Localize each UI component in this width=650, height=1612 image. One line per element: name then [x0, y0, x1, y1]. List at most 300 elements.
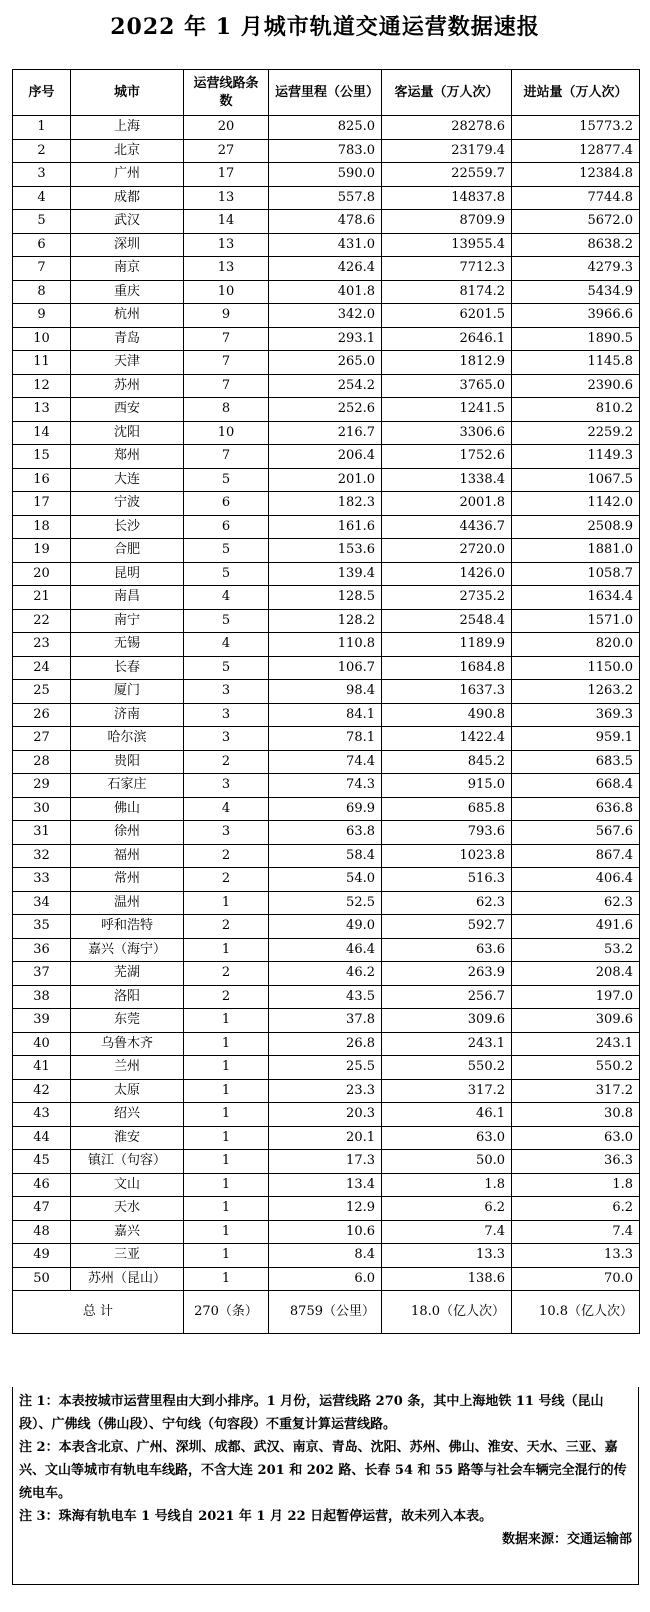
cell-entries: 2390.6 — [512, 374, 640, 398]
cell-rank: 32 — [13, 844, 71, 868]
table-row — [13, 233, 640, 257]
cell-rank: 4 — [13, 186, 71, 210]
cell-lines: 13 — [184, 233, 269, 257]
cell-city: 重庆 — [71, 280, 184, 304]
cell-mileage: 52.5 — [269, 891, 382, 915]
cell-rank: 37 — [13, 962, 71, 986]
cell-ridership: 13.3 — [382, 1244, 512, 1268]
cell-city: 天水 — [71, 1197, 184, 1221]
cell-mileage: 825.0 — [269, 116, 382, 140]
cell-city: 武汉 — [71, 210, 184, 234]
cell-lines: 13 — [184, 257, 269, 281]
cell-city: 乌鲁木齐 — [71, 1032, 184, 1056]
cell-mileage: 43.5 — [269, 985, 382, 1009]
cell-rank: 19 — [13, 539, 71, 563]
cell-entries: 1058.7 — [512, 562, 640, 586]
cell-entries: 2259.2 — [512, 421, 640, 445]
cell-entries: 867.4 — [512, 844, 640, 868]
cell-mileage: 10.6 — [269, 1220, 382, 1244]
cell-rank: 46 — [13, 1173, 71, 1197]
note-1: 注 1：本表按城市运营里程由大到小排序。1 月份，运营线路 270 条，其中上海地铁 11 号线（昆山段）、广佛线（佛山段）、宁句线（句容段）不重复计算运营线路。 — [19, 1394, 604, 1432]
cell-city: 石家庄 — [71, 774, 184, 798]
table-row — [13, 868, 640, 892]
table-row — [13, 609, 640, 633]
table-row — [13, 1150, 640, 1174]
cell-rank: 22 — [13, 609, 71, 633]
cell-city: 绍兴 — [71, 1103, 184, 1127]
table-row — [13, 727, 640, 751]
cell-city: 嘉兴 — [71, 1220, 184, 1244]
cell-mileage: 182.3 — [269, 492, 382, 516]
cell-lines: 13 — [184, 186, 269, 210]
page-title: 2022 年 1 月城市轨道交通运营数据速报 — [110, 14, 540, 40]
cell-ridership: 915.0 — [382, 774, 512, 798]
cell-mileage: 265.0 — [269, 351, 382, 375]
cell-lines: 1 — [184, 938, 269, 962]
cell-entries: 30.8 — [512, 1103, 640, 1127]
cell-ridership: 550.2 — [382, 1056, 512, 1080]
cell-lines: 1 — [184, 1079, 269, 1103]
cell-rank: 5 — [13, 210, 71, 234]
table-header-row — [13, 70, 640, 116]
cell-city: 常州 — [71, 868, 184, 892]
cell-lines: 10 — [184, 421, 269, 445]
table-row — [13, 163, 640, 187]
cell-ridership: 22559.7 — [382, 163, 512, 187]
note-3: 注 3：珠海有轨电车 1 号线自 2021 年 1 月 22 日起暂停运营，故未列入本表。 — [19, 1509, 493, 1524]
table-row — [13, 116, 640, 140]
total-lines: 270（条） — [184, 1291, 269, 1334]
cell-mileage: 46.2 — [269, 962, 382, 986]
cell-entries: 1142.0 — [512, 492, 640, 516]
cell-mileage: 478.6 — [269, 210, 382, 234]
total-mileage: 8759（公里） — [269, 1291, 382, 1334]
cell-mileage: 106.7 — [269, 656, 382, 680]
cell-city: 长春 — [71, 656, 184, 680]
cell-mileage: 58.4 — [269, 844, 382, 868]
cell-ridership: 1812.9 — [382, 351, 512, 375]
cell-rank: 27 — [13, 727, 71, 751]
cell-rank: 42 — [13, 1079, 71, 1103]
cell-mileage: 84.1 — [269, 703, 382, 727]
cell-entries: 810.2 — [512, 398, 640, 422]
cell-city: 天津 — [71, 351, 184, 375]
cell-entries: 309.6 — [512, 1009, 640, 1033]
cell-rank: 26 — [13, 703, 71, 727]
cell-rank: 14 — [13, 421, 71, 445]
cell-lines: 4 — [184, 586, 269, 610]
total-ridership: 18.0（亿人次） — [382, 1291, 512, 1334]
table-row — [13, 633, 640, 657]
table-row — [13, 1267, 640, 1291]
cell-entries: 53.2 — [512, 938, 640, 962]
cell-mileage: 110.8 — [269, 633, 382, 657]
cell-entries: 668.4 — [512, 774, 640, 798]
cell-rank: 20 — [13, 562, 71, 586]
cell-city: 杭州 — [71, 304, 184, 328]
cell-entries: 636.8 — [512, 797, 640, 821]
cell-entries: 5672.0 — [512, 210, 640, 234]
cell-rank: 12 — [13, 374, 71, 398]
cell-ridership: 63.0 — [382, 1126, 512, 1150]
cell-mileage: 46.4 — [269, 938, 382, 962]
table-row — [13, 586, 640, 610]
cell-entries: 12384.8 — [512, 163, 640, 187]
cell-mileage: 783.0 — [269, 139, 382, 163]
cell-mileage: 590.0 — [269, 163, 382, 187]
cell-lines: 3 — [184, 703, 269, 727]
cell-mileage: 216.7 — [269, 421, 382, 445]
total-entries: 10.8（亿人次） — [512, 1291, 640, 1334]
cell-mileage: 17.3 — [269, 1150, 382, 1174]
table-row — [13, 398, 640, 422]
table-row — [13, 1197, 640, 1221]
cell-mileage: 8.4 — [269, 1244, 382, 1268]
cell-ridership: 13955.4 — [382, 233, 512, 257]
table-row — [13, 421, 640, 445]
cell-ridership: 3306.6 — [382, 421, 512, 445]
cell-mileage: 201.0 — [269, 468, 382, 492]
cell-lines: 1 — [184, 1032, 269, 1056]
cell-entries: 317.2 — [512, 1079, 640, 1103]
cell-entries: 959.1 — [512, 727, 640, 751]
cell-rank: 50 — [13, 1267, 71, 1291]
cell-mileage: 69.9 — [269, 797, 382, 821]
cell-entries: 7744.8 — [512, 186, 640, 210]
cell-lines: 1 — [184, 1267, 269, 1291]
total-label: 总 计 — [13, 1291, 184, 1334]
cell-lines: 7 — [184, 445, 269, 469]
cell-city: 佛山 — [71, 797, 184, 821]
cell-entries: 1571.0 — [512, 609, 640, 633]
cell-city: 呼和浩特 — [71, 915, 184, 939]
header-city: 城市 — [71, 70, 184, 116]
cell-mileage: 54.0 — [269, 868, 382, 892]
cell-lines: 1 — [184, 1197, 269, 1221]
cell-mileage: 128.5 — [269, 586, 382, 610]
cell-entries: 1634.4 — [512, 586, 640, 610]
cell-entries: 567.6 — [512, 821, 640, 845]
cell-city: 镇江（句容） — [71, 1150, 184, 1174]
cell-entries: 7.4 — [512, 1220, 640, 1244]
ridership-table — [12, 69, 640, 1334]
cell-rank: 36 — [13, 938, 71, 962]
cell-ridership: 793.6 — [382, 821, 512, 845]
cell-rank: 49 — [13, 1244, 71, 1268]
cell-ridership: 8174.2 — [382, 280, 512, 304]
cell-ridership: 14837.8 — [382, 186, 512, 210]
cell-entries: 820.0 — [512, 633, 640, 657]
cell-rank: 31 — [13, 821, 71, 845]
cell-ridership: 28278.6 — [382, 116, 512, 140]
cell-rank: 2 — [13, 139, 71, 163]
cell-city: 济南 — [71, 703, 184, 727]
cell-city: 厦门 — [71, 680, 184, 704]
cell-ridership: 1.8 — [382, 1173, 512, 1197]
cell-ridership: 50.0 — [382, 1150, 512, 1174]
cell-rank: 17 — [13, 492, 71, 516]
table-row — [13, 774, 640, 798]
cell-city: 洛阳 — [71, 985, 184, 1009]
cell-rank: 7 — [13, 257, 71, 281]
cell-entries: 683.5 — [512, 750, 640, 774]
cell-rank: 13 — [13, 398, 71, 422]
cell-rank: 40 — [13, 1032, 71, 1056]
cell-ridership: 1189.9 — [382, 633, 512, 657]
cell-ridership: 2001.8 — [382, 492, 512, 516]
cell-mileage: 26.8 — [269, 1032, 382, 1056]
cell-city: 长沙 — [71, 515, 184, 539]
table-row — [13, 1244, 640, 1268]
cell-ridership: 243.1 — [382, 1032, 512, 1056]
cell-city: 深圳 — [71, 233, 184, 257]
cell-ridership: 2735.2 — [382, 586, 512, 610]
table-row — [13, 1103, 640, 1127]
cell-entries: 1149.3 — [512, 445, 640, 469]
cell-ridership: 1684.8 — [382, 656, 512, 680]
table-row — [13, 1220, 640, 1244]
table-row — [13, 1032, 640, 1056]
cell-lines: 1 — [184, 1126, 269, 1150]
cell-mileage: 20.1 — [269, 1126, 382, 1150]
table-body — [13, 116, 640, 1291]
cell-city: 郑州 — [71, 445, 184, 469]
cell-ridership: 1338.4 — [382, 468, 512, 492]
cell-lines: 2 — [184, 750, 269, 774]
cell-lines: 5 — [184, 468, 269, 492]
table-row — [13, 1126, 640, 1150]
table-row — [13, 962, 640, 986]
cell-rank: 16 — [13, 468, 71, 492]
cell-ridership: 6201.5 — [382, 304, 512, 328]
cell-entries: 5434.9 — [512, 280, 640, 304]
cell-entries: 197.0 — [512, 985, 640, 1009]
table-row — [13, 210, 640, 234]
cell-entries: 2508.9 — [512, 515, 640, 539]
table-row — [13, 656, 640, 680]
table-row — [13, 257, 640, 281]
cell-lines: 7 — [184, 327, 269, 351]
cell-mileage: 557.8 — [269, 186, 382, 210]
cell-rank: 35 — [13, 915, 71, 939]
cell-mileage: 78.1 — [269, 727, 382, 751]
cell-rank: 41 — [13, 1056, 71, 1080]
cell-mileage: 23.3 — [269, 1079, 382, 1103]
note-2: 注 2：本表含北京、广州、深圳、成都、武汉、南京、青岛、沈阳、苏州、佛山、淮安、天水、三亚、嘉兴、文山等城市有轨电车线路，不含大连 201 和 202 路、长春 54 和 55 路等与社会车辆完全混行的传统电车。 — [19, 1440, 627, 1501]
header-mileage: 运营里程（公里） — [269, 70, 382, 116]
cell-lines: 3 — [184, 821, 269, 845]
cell-lines: 7 — [184, 374, 269, 398]
cell-city: 大连 — [71, 468, 184, 492]
cell-rank: 29 — [13, 774, 71, 798]
table-row — [13, 304, 640, 328]
table-row — [13, 539, 640, 563]
table-row — [13, 1056, 640, 1080]
table-row — [13, 280, 640, 304]
cell-rank: 39 — [13, 1009, 71, 1033]
cell-entries: 15773.2 — [512, 116, 640, 140]
cell-rank: 24 — [13, 656, 71, 680]
cell-lines: 5 — [184, 656, 269, 680]
cell-mileage: 74.3 — [269, 774, 382, 798]
cell-city: 西安 — [71, 398, 184, 422]
cell-ridership: 1023.8 — [382, 844, 512, 868]
table-row — [13, 985, 640, 1009]
cell-entries: 1263.2 — [512, 680, 640, 704]
cell-mileage: 20.3 — [269, 1103, 382, 1127]
cell-rank: 23 — [13, 633, 71, 657]
cell-rank: 15 — [13, 445, 71, 469]
cell-ridership: 2646.1 — [382, 327, 512, 351]
cell-city: 合肥 — [71, 539, 184, 563]
cell-lines: 5 — [184, 562, 269, 586]
cell-rank: 43 — [13, 1103, 71, 1127]
cell-mileage: 342.0 — [269, 304, 382, 328]
data-source: 数据来源：交通运输部 — [501, 1532, 632, 1547]
cell-entries: 6.2 — [512, 1197, 640, 1221]
cell-city: 东莞 — [71, 1009, 184, 1033]
cell-entries: 8638.2 — [512, 233, 640, 257]
cell-city: 北京 — [71, 139, 184, 163]
cell-rank: 3 — [13, 163, 71, 187]
table-row — [13, 351, 640, 375]
table-row — [13, 680, 640, 704]
table-row — [13, 139, 640, 163]
cell-lines: 8 — [184, 398, 269, 422]
cell-lines: 7 — [184, 351, 269, 375]
cell-entries: 13.3 — [512, 1244, 640, 1268]
cell-entries: 1881.0 — [512, 539, 640, 563]
cell-rank: 21 — [13, 586, 71, 610]
cell-mileage: 25.5 — [269, 1056, 382, 1080]
cell-mileage: 128.2 — [269, 609, 382, 633]
cell-entries: 12877.4 — [512, 139, 640, 163]
table-row — [13, 915, 640, 939]
cell-entries: 36.3 — [512, 1150, 640, 1174]
cell-rank: 44 — [13, 1126, 71, 1150]
table-row — [13, 844, 640, 868]
cell-ridership: 309.6 — [382, 1009, 512, 1033]
cell-lines: 1 — [184, 1150, 269, 1174]
cell-city: 温州 — [71, 891, 184, 915]
cell-city: 太原 — [71, 1079, 184, 1103]
cell-lines: 4 — [184, 633, 269, 657]
cell-mileage: 98.4 — [269, 680, 382, 704]
table-row — [13, 750, 640, 774]
cell-city: 贵阳 — [71, 750, 184, 774]
cell-city: 芜湖 — [71, 962, 184, 986]
cell-mileage: 74.4 — [269, 750, 382, 774]
table-row — [13, 1009, 640, 1033]
cell-city: 淮安 — [71, 1126, 184, 1150]
cell-mileage: 401.8 — [269, 280, 382, 304]
cell-lines: 1 — [184, 891, 269, 915]
cell-ridership: 7712.3 — [382, 257, 512, 281]
cell-lines: 6 — [184, 515, 269, 539]
cell-lines: 2 — [184, 868, 269, 892]
cell-lines: 3 — [184, 774, 269, 798]
cell-lines: 2 — [184, 985, 269, 1009]
cell-entries: 70.0 — [512, 1267, 640, 1291]
cell-ridership: 63.6 — [382, 938, 512, 962]
cell-ridership: 46.1 — [382, 1103, 512, 1127]
cell-city: 昆明 — [71, 562, 184, 586]
cell-ridership: 845.2 — [382, 750, 512, 774]
cell-entries: 491.6 — [512, 915, 640, 939]
table-row — [13, 821, 640, 845]
cell-ridership: 317.2 — [382, 1079, 512, 1103]
cell-ridership: 516.3 — [382, 868, 512, 892]
cell-ridership: 4436.7 — [382, 515, 512, 539]
table-row — [13, 492, 640, 516]
cell-rank: 1 — [13, 116, 71, 140]
cell-city: 宁波 — [71, 492, 184, 516]
cell-city: 嘉兴（海宁） — [71, 938, 184, 962]
cell-rank: 25 — [13, 680, 71, 704]
cell-ridership: 8709.9 — [382, 210, 512, 234]
cell-rank: 10 — [13, 327, 71, 351]
cell-lines: 27 — [184, 139, 269, 163]
cell-city: 沈阳 — [71, 421, 184, 445]
cell-lines: 5 — [184, 539, 269, 563]
total-row — [13, 1291, 640, 1334]
cell-entries: 208.4 — [512, 962, 640, 986]
cell-lines: 9 — [184, 304, 269, 328]
header-lines: 运营线路条数 — [184, 70, 269, 116]
cell-ridership: 685.8 — [382, 797, 512, 821]
cell-rank: 8 — [13, 280, 71, 304]
cell-rank: 48 — [13, 1220, 71, 1244]
cell-mileage: 254.2 — [269, 374, 382, 398]
cell-rank: 38 — [13, 985, 71, 1009]
cell-lines: 2 — [184, 962, 269, 986]
cell-ridership: 256.7 — [382, 985, 512, 1009]
cell-lines: 2 — [184, 844, 269, 868]
cell-rank: 33 — [13, 868, 71, 892]
cell-lines: 1 — [184, 1173, 269, 1197]
cell-city: 苏州（昆山） — [71, 1267, 184, 1291]
header-entries: 进站量（万人次） — [512, 70, 640, 116]
cell-entries: 62.3 — [512, 891, 640, 915]
cell-ridership: 263.9 — [382, 962, 512, 986]
cell-city: 南京 — [71, 257, 184, 281]
cell-ridership: 1637.3 — [382, 680, 512, 704]
cell-city: 广州 — [71, 163, 184, 187]
cell-lines: 17 — [184, 163, 269, 187]
cell-ridership: 62.3 — [382, 891, 512, 915]
cell-mileage: 6.0 — [269, 1267, 382, 1291]
cell-ridership: 1426.0 — [382, 562, 512, 586]
cell-lines: 3 — [184, 680, 269, 704]
cell-mileage: 49.0 — [269, 915, 382, 939]
cell-mileage: 161.6 — [269, 515, 382, 539]
cell-rank: 6 — [13, 233, 71, 257]
table-row — [13, 445, 640, 469]
cell-entries: 406.4 — [512, 868, 640, 892]
cell-lines: 1 — [184, 1244, 269, 1268]
cell-ridership: 138.6 — [382, 1267, 512, 1291]
notes-box — [12, 1387, 639, 1585]
cell-entries: 1150.0 — [512, 656, 640, 680]
cell-ridership: 6.2 — [382, 1197, 512, 1221]
cell-entries: 1067.5 — [512, 468, 640, 492]
table-row — [13, 468, 640, 492]
cell-entries: 243.1 — [512, 1032, 640, 1056]
cell-city: 哈尔滨 — [71, 727, 184, 751]
cell-rank: 47 — [13, 1197, 71, 1221]
cell-mileage: 12.9 — [269, 1197, 382, 1221]
cell-rank: 11 — [13, 351, 71, 375]
